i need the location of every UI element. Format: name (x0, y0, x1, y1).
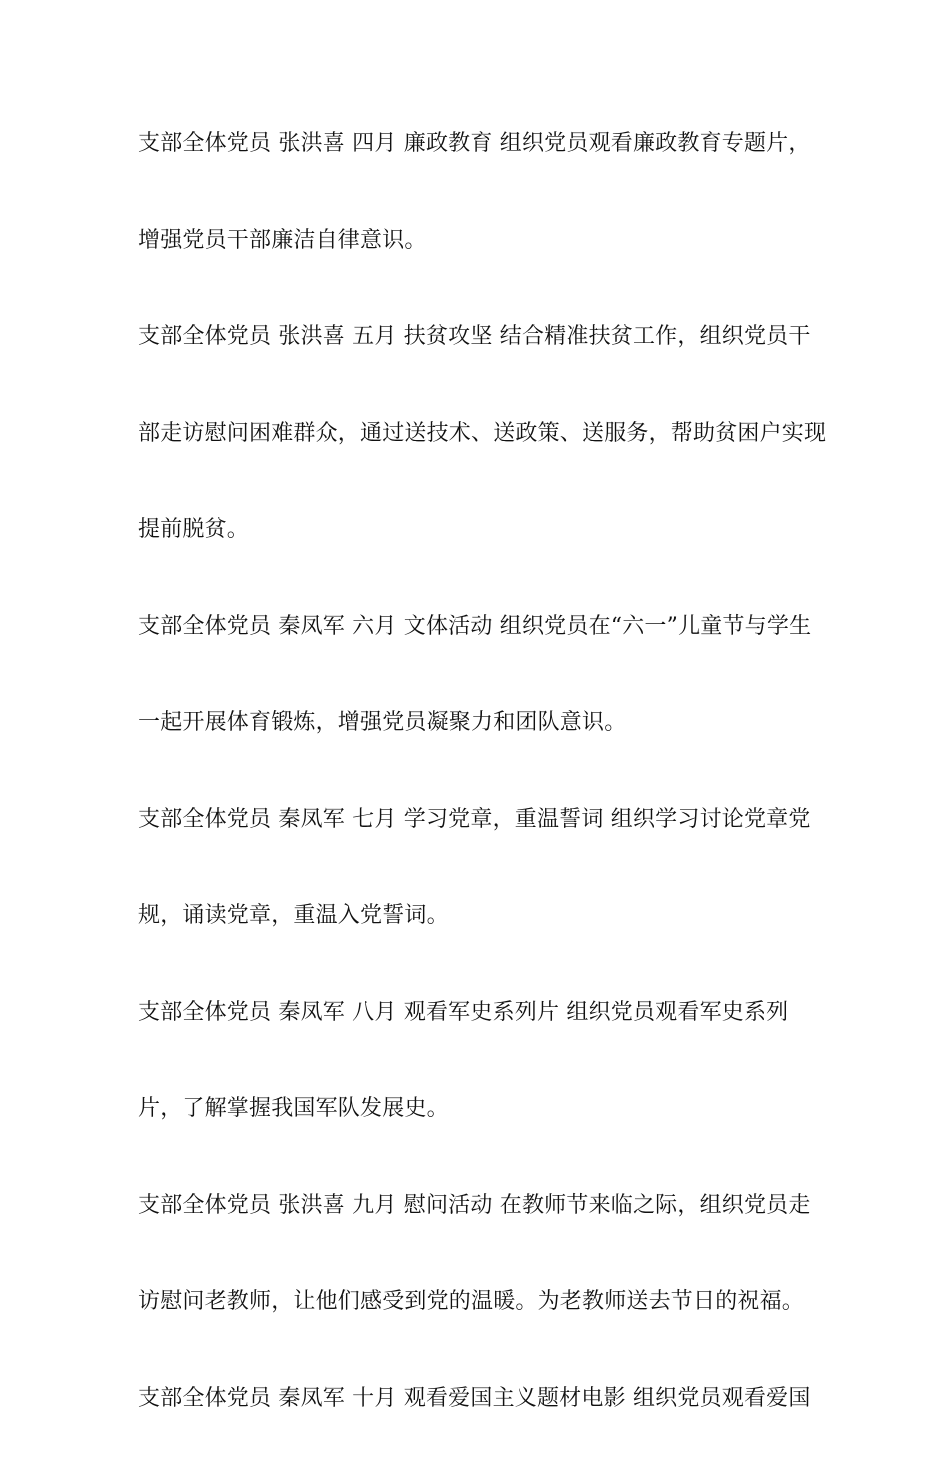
text-line: 支部全体党员 张洪喜 九月 慰问活动 在教师节来临之际，组织党员走 (138, 1192, 811, 1218)
text-line: 规，诵读党章，重温入党誓词。 (138, 903, 449, 928)
text-line: 支部全体党员 秦凤军 八月 观看军史系列片 组织党员观看军史系列 (138, 999, 789, 1025)
text-line: 增强党员干部廉洁自律意识。 (138, 227, 427, 253)
text-line: 一起开展体育锻炼，增强党员凝聚力和团队意识。 (138, 710, 627, 735)
document-body (138, 120, 827, 1471)
text-line: 提前脱贫。 (138, 517, 250, 542)
text-line: 支部全体党员 张洪喜 四月 廉政教育 组织党员观看廉政教育专题片， (138, 131, 811, 156)
text-line: 部走访慰问困难群众，通过送技术、送政策、送服务，帮助贫困户实现 (138, 420, 827, 446)
text-line: 支部全体党员 秦凤军 六月 文体活动 组织党员在“六一”儿童节与学生 (138, 613, 812, 639)
text-line: 访慰问老教师，让他们感受到党的温暖。为老教师送去节日的祝福。 (138, 1289, 805, 1314)
text-line: 支部全体党员 秦凤军 十月 观看爱国主义题材电影 组织党员观看爱国 (138, 1385, 811, 1411)
text-line: 支部全体党员 秦凤军 七月 学习党章，重温誓词 组织学习讨论党章党 (138, 806, 811, 832)
text-line: 片，了解掌握我国军队发展史。 (138, 1096, 449, 1121)
text-line: 支部全体党员 张洪喜 五月 扶贫攻坚 结合精准扶贫工作，组织党员干 (138, 324, 811, 349)
